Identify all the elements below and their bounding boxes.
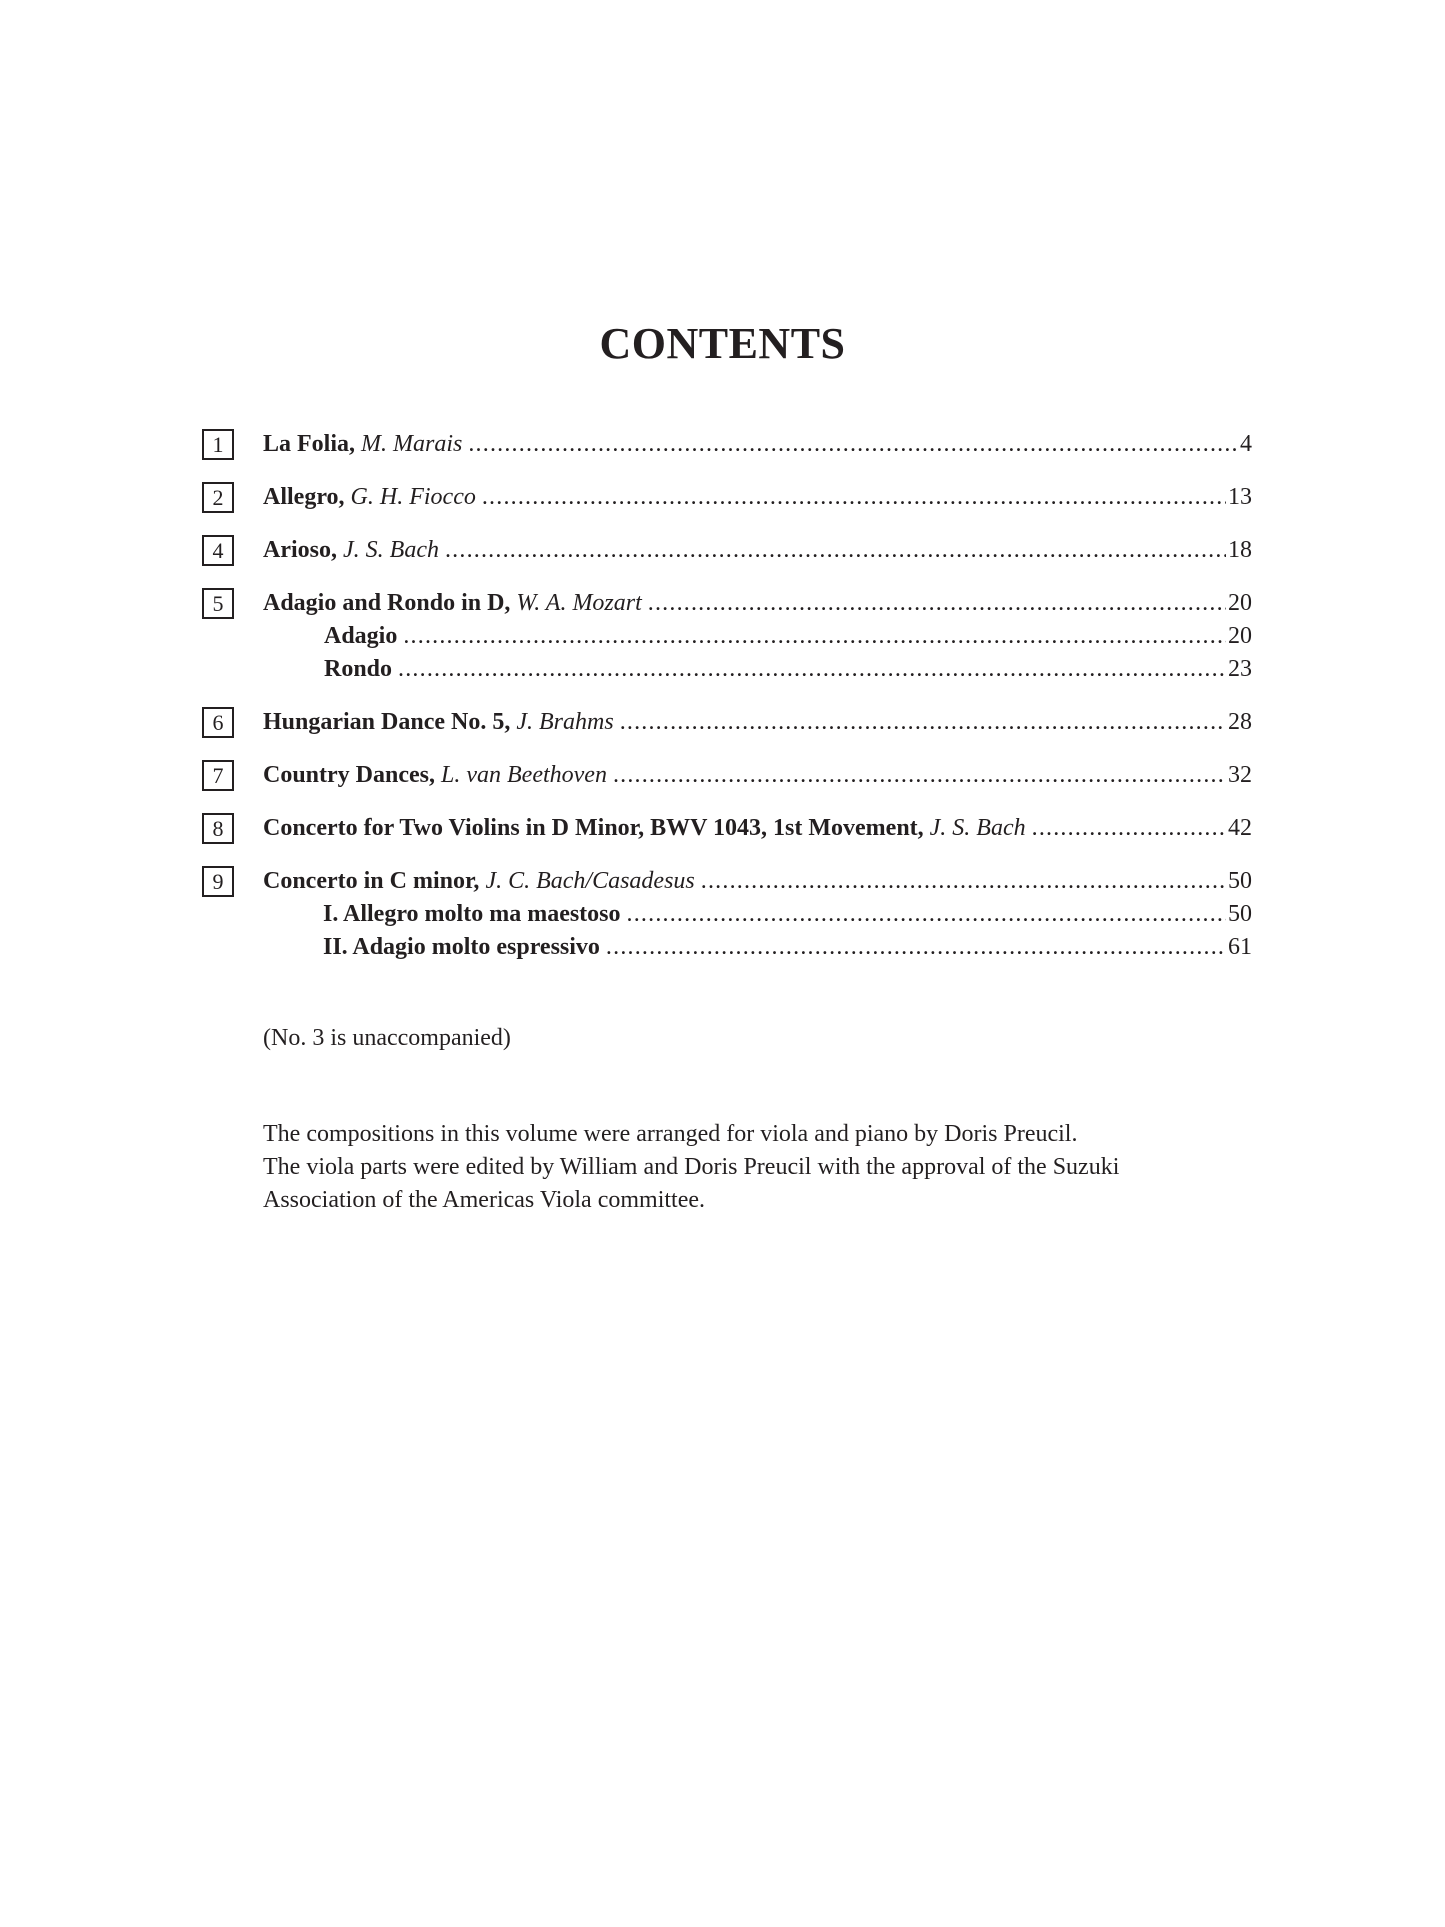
dot-leader — [468, 428, 1238, 461]
movement-title: Adagio — [324, 623, 398, 649]
toc-subline — [323, 898, 1252, 931]
entry-number-box: 7 — [202, 760, 234, 791]
page-number: 23 — [1228, 656, 1252, 682]
toc-line — [263, 865, 1252, 898]
piece-title: Adagio and Rondo in D, — [263, 590, 511, 616]
credits-line: Association of the Americas Viola committee. — [263, 1187, 706, 1213]
toc-line — [263, 706, 1252, 739]
page-number: 28 — [1228, 709, 1252, 735]
page-number: 20 — [1228, 623, 1252, 649]
composer-name: J. Brahms — [516, 709, 614, 735]
dot-leader — [482, 481, 1226, 514]
credits-line: The viola parts were edited by William and Doris Preucil with the approval of the Suzuki — [263, 1154, 1120, 1180]
composer-name: W. A. Mozart — [516, 590, 642, 616]
entry-number-box: 8 — [202, 813, 234, 844]
dot-leader — [620, 706, 1226, 739]
dot-leader — [1032, 812, 1226, 845]
credits-line: The compositions in this volume were arranged for viola and piano by Doris Preucil. — [263, 1121, 1078, 1147]
table-of-contents — [202, 428, 1252, 984]
toc-line — [263, 428, 1252, 461]
composer-name: L. van Beethoven — [441, 762, 607, 788]
page-number: 32 — [1228, 762, 1252, 788]
toc-line — [263, 812, 1252, 845]
entry-number-box: 4 — [202, 535, 234, 566]
page-number: 50 — [1228, 868, 1252, 894]
toc-entry — [202, 812, 1252, 845]
dot-leader — [613, 759, 1226, 792]
dot-leader — [627, 898, 1226, 931]
toc-entry — [202, 481, 1252, 514]
dot-leader — [398, 653, 1226, 686]
piece-title: Arioso, — [263, 537, 337, 563]
piece-title: Concerto for Two Violins in D Minor, BWV 1043, 1st Movement, — [263, 815, 924, 841]
page-number: 42 — [1228, 815, 1252, 841]
page-number: 4 — [1240, 431, 1252, 457]
dot-leader — [403, 620, 1226, 653]
page-number: 50 — [1228, 901, 1252, 927]
toc-line — [263, 481, 1252, 514]
toc-entry — [202, 865, 1252, 964]
toc-subline — [324, 653, 1252, 686]
toc-entry — [202, 706, 1252, 739]
piece-title: Allegro, — [263, 484, 345, 510]
toc-line — [263, 587, 1252, 620]
dot-leader — [701, 865, 1226, 898]
movement-title: Rondo — [324, 656, 393, 682]
toc-line — [263, 759, 1252, 792]
piece-title: Hungarian Dance No. 5, — [263, 709, 511, 735]
movement-title: II. Adagio molto espressivo — [323, 934, 600, 960]
entry-number-box: 6 — [202, 707, 234, 738]
composer-name: J. S. Bach — [929, 815, 1026, 841]
toc-subline — [323, 931, 1252, 964]
unaccompanied-note: (No. 3 is unaccompanied) — [263, 1025, 511, 1051]
toc-entry — [202, 428, 1252, 461]
dot-leader — [606, 931, 1226, 964]
movement-title: I. Allegro molto ma maestoso — [323, 901, 621, 927]
page-number: 18 — [1228, 537, 1252, 563]
composer-name: J. S. Bach — [343, 537, 439, 563]
toc-entry — [202, 759, 1252, 792]
composer-name: J. C. Bach/Casadesus — [485, 868, 695, 894]
piece-title: Country Dances, — [263, 762, 435, 788]
page-title: CONTENTS — [599, 319, 846, 368]
composer-name: G. H. Fiocco — [350, 484, 476, 510]
arrangement-credits — [263, 1118, 1263, 1217]
page-number: 61 — [1228, 934, 1252, 960]
toc-line — [263, 534, 1252, 567]
piece-title: Concerto in C minor, — [263, 868, 480, 894]
page-number: 13 — [1228, 484, 1252, 510]
toc-entry — [202, 534, 1252, 567]
toc-entry — [202, 587, 1252, 686]
entry-number-box: 5 — [202, 588, 234, 619]
entry-number-box: 9 — [202, 866, 234, 897]
page-number: 20 — [1228, 590, 1252, 616]
dot-leader — [648, 587, 1226, 620]
dot-leader — [445, 534, 1226, 567]
toc-subline — [324, 620, 1252, 653]
piece-title: La Folia, — [263, 431, 356, 457]
entry-number-box: 2 — [202, 482, 234, 513]
entry-number-box: 1 — [202, 429, 234, 460]
composer-name: M. Marais — [361, 431, 463, 457]
